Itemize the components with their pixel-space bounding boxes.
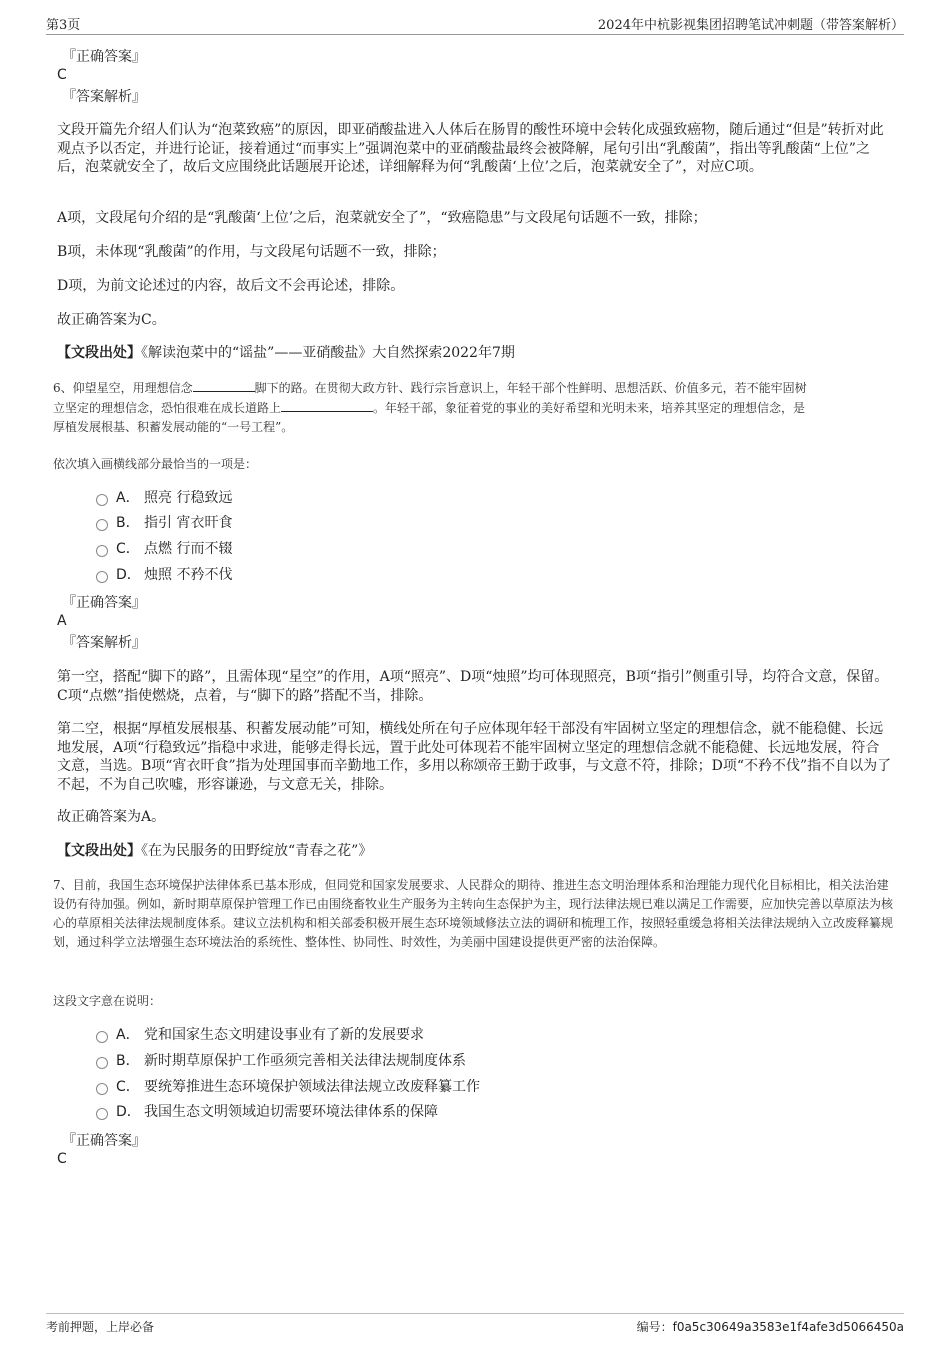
q6-analysis-2: 第二空，根据“厚植发展根基、积蓄发展动能”可知，横线处所在句子应体现年轻干部没有牢固树立坚定的理想信念，就不能稳健、长远地发展，A项“行稳致远”指稳中求进，能够走得长远，置于此处可体现若不能牢固树立坚定的理想信念就不能稳健、长远地发展，符合文意，当选。B项“宵衣旰食”指为处理国事而辛勤地工作，多用以称颂帝王勤于政事，与文意不符，排除；D项“不矜不伐”指不自以为了不起，不为自己吹嘘，形容谦逊，与文意无关，排除。 [57, 721, 892, 793]
option-key: B． [116, 1053, 140, 1069]
radio-icon[interactable] [96, 494, 108, 506]
q6-answer: A [57, 613, 67, 629]
radio-icon[interactable] [96, 519, 108, 531]
source-text: 《在为民服务的田野绽放“青春之花”》 [141, 843, 373, 859]
option-key: D． [116, 567, 141, 583]
option-text: 烛照 不矜不伐 [144, 567, 233, 583]
q7-option-a[interactable] [96, 1026, 424, 1044]
radio-icon[interactable] [96, 1031, 108, 1043]
q7-option-d[interactable] [96, 1103, 438, 1121]
q7-stem: 7、目前，我国生态环境保护法律体系已基本形成，但同党和国家发展要求、人民群众的期待、推进生态文明治理体系和治理能力现代化目标相比，相关法治建设仍有待加强。例如，新时期草原保护管理工作已由围绕畜牧业生产服务为主转向生态保护为主，现行法律法规已难以满足工作需要，应加快完善以草原法为核心的草原相关法律法规制度体系。建议立法机构和相关部委积极开展生态环境领域修法立法的调研和梳理工作，按照轻重缓急将相关法律法规纳入立改废释纂规划，通过科学立法增强生态环境法治的系统性、整体性、协同性、时效性，为美丽中国建设提供更严密的法治保障。 [53, 878, 894, 949]
option-key: B． [116, 515, 140, 531]
answer-label: 『正确答案』 [62, 595, 146, 611]
q6-prompt: 依次填入画横线部分最恰当的一项是： [53, 457, 258, 471]
code-label: 编号： [636, 1320, 673, 1334]
source-label: 【文段出处】 [57, 843, 141, 859]
option-text: 点燃 行而不辍 [144, 541, 233, 557]
q5-answer: C [57, 67, 67, 83]
option-key: C． [116, 541, 140, 557]
q6-stem-part: 厚植发展根基、积蓄发展动能的“一号工程”。 [53, 420, 294, 434]
footer-code [637, 1318, 904, 1335]
q5-source [57, 344, 893, 363]
option-text: 党和国家生态文明建设事业有了新的发展要求 [144, 1027, 424, 1043]
radio-icon[interactable] [96, 545, 108, 557]
q6-stem-part: 脚下的路。在贯彻大政方针、践行宗旨意识上，年轻干部个性鲜明、思想活跃、价值多元，若不能牢固树 [254, 381, 807, 395]
q6-option-c[interactable] [96, 540, 232, 558]
option-text: 指引 宵衣旰食 [144, 515, 233, 531]
q7-answer: C [57, 1151, 67, 1167]
page-footer [46, 1313, 904, 1335]
q6-source [57, 842, 893, 861]
source-text: 《解读泡菜中的“谣盐”——亚硝酸盐》大自然探索2022年7期 [141, 345, 515, 361]
option-text: 照亮 行稳致远 [144, 490, 233, 506]
q6-stem-part: 。年轻干部，象征着党的事业的美好希望和光明未来，培养其坚定的理想信念，是 [373, 401, 806, 415]
q6-stem-part: 6、仰望星空，用理想信念 [53, 381, 193, 395]
q6-option-b[interactable] [96, 514, 232, 532]
q6-stem [53, 378, 895, 437]
page-header [46, 14, 904, 35]
fill-blank-2 [281, 398, 373, 412]
radio-icon[interactable] [96, 1057, 108, 1069]
document-title: 2024年中杭影视集团招聘笔试冲刺题（带答案解析） [597, 18, 904, 33]
option-text: 新时期草原保护工作亟须完善相关法律法规制度体系 [144, 1053, 466, 1069]
q6-option-a[interactable] [96, 489, 232, 507]
radio-icon[interactable] [96, 1108, 108, 1120]
analysis-label: 『答案解析』 [62, 89, 146, 105]
q7-option-b[interactable] [96, 1052, 466, 1070]
source-label: 【文段出处】 [57, 345, 141, 361]
option-key: D． [116, 1104, 141, 1120]
option-key: A． [116, 1027, 140, 1043]
q6-conclusion: 故正确答案为A。 [57, 809, 166, 825]
option-key: C． [116, 1079, 140, 1095]
q6-stem-part: 立坚定的理想信念，恐怕很难在成长道路上 [53, 401, 282, 415]
footer-slogan: 考前押题，上岸必备 [46, 1320, 155, 1334]
q5-analysis-d: D项，为前文论述过的内容，故后文不会再论述，排除。 [57, 278, 405, 294]
q5-analysis-a: A项，文段尾句介绍的是“乳酸菌‘上位’之后，泡菜就安全了”，“致癌隐患”与文段尾句话题不一致，排除； [57, 210, 707, 226]
q6-analysis-1: 第一空，搭配“脚下的路”，且需体现“星空”的作用，A项“照亮”、D项“烛照”均可体现照亮，B项“指引”侧重引导，均符合文意，保留。C项“点燃”指使燃烧，点着，与“脚下的路”搭配不当，排除。 [57, 669, 889, 704]
q7-prompt: 这段文字意在说明： [53, 994, 162, 1008]
option-text: 要统筹推进生态环境保护领域法律法规立改废释纂工作 [144, 1079, 480, 1095]
option-text: 我国生态文明领域迫切需要环境法律体系的保障 [144, 1104, 438, 1120]
answer-label: 『正确答案』 [62, 49, 146, 65]
q6-option-d[interactable] [96, 566, 232, 584]
radio-icon[interactable] [96, 1083, 108, 1095]
q7-option-c[interactable] [96, 1078, 480, 1096]
code-value: f0a5c30649a3583e1f4afe3d5066450a [672, 1320, 904, 1334]
radio-icon[interactable] [96, 571, 108, 583]
answer-label: 『正确答案』 [62, 1133, 146, 1149]
option-key: A． [116, 490, 140, 506]
q5-analysis-main: 文段开篇先介绍人们认为“泡菜致癌”的原因，即亚硝酸盐进入人体后在肠胃的酸性环境中会转化成强致癌物，随后通过“但是”转折对此观点予以否定，并进行论证，接着通过“而事实上”强调泡菜中的亚硝酸盐最终会被降解，尾句引出“乳酸菌”，指出等乳酸菌“上位”之后，泡菜就安全了，故后文应围绕此话题展开论述，详细解释为何“乳酸菌‘上位’之后，泡菜就安全了”，对应C项。 [57, 122, 884, 175]
fill-blank-1 [193, 378, 255, 392]
q5-conclusion: 故正确答案为C。 [57, 312, 166, 328]
q5-analysis-b: B项，未体现“乳酸菌”的作用，与文段尾句话题不一致，排除； [57, 244, 446, 260]
analysis-label: 『答案解析』 [62, 635, 146, 651]
page-number: 第3页 [46, 18, 81, 33]
